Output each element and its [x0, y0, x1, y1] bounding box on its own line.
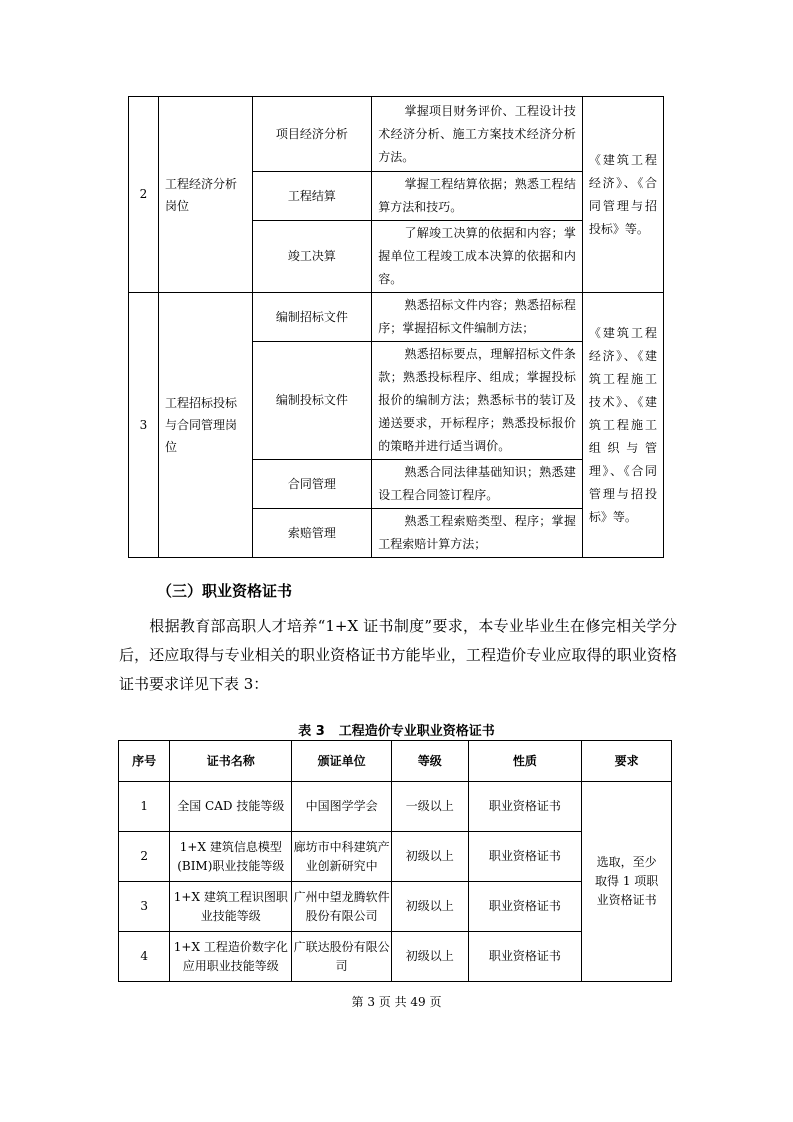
certificate-table [118, 740, 672, 982]
cert-org: 廊坊市中科建筑产业创新研究中 [292, 832, 392, 882]
cert-nature: 职业资格证书 [468, 782, 582, 832]
cert-level: 初级以上 [391, 832, 468, 882]
cert-level: 一级以上 [391, 782, 468, 832]
cert-level: 初级以上 [391, 932, 468, 982]
header-level: 等级 [391, 741, 468, 782]
post-requirements-table [128, 96, 664, 558]
course-name: 工程结算 [252, 172, 372, 221]
course-name: 索赔管理 [252, 509, 372, 558]
header-nature: 性质 [468, 741, 582, 782]
course-requirement: 掌握工程结算依据；熟悉工程结算方法和技巧。 [372, 172, 583, 221]
reference-books: 《建筑工程经济》、《建筑工程施工技术》、《建筑工程施工组织与管理》、《合同管理与招投标》等。 [582, 293, 663, 558]
table-row [129, 293, 664, 342]
section-paragraph: 根据教育部高职人才培养“1+X 证书制度”要求，本专业毕业生在修完相关学分后，还应取得与专业相关的职业资格证书方能毕业，工程造价专业应取得的职业资格证书要求详见下表 3： [119, 617, 677, 693]
course-requirement: 熟悉招标文件内容；熟悉招标程序；掌握招标文件编制方法； [372, 293, 583, 342]
reference-books: 《建筑工程经济》、《合同管理与招投标》等。 [582, 97, 663, 293]
course-name: 编制投标文件 [252, 342, 372, 460]
cert-num: 1 [119, 782, 170, 832]
table-header-row [119, 741, 672, 782]
row-number: 3 [129, 293, 159, 558]
course-requirement: 熟悉工程索赔类型、程序；掌握工程索赔计算方法； [372, 509, 583, 558]
cert-org: 中国图学学会 [292, 782, 392, 832]
table-caption [0, 720, 793, 739]
cert-nature: 职业资格证书 [468, 832, 582, 882]
row-number: 2 [129, 97, 159, 293]
table-caption-title: 工程造价专业职业资格证书 [338, 724, 495, 739]
cert-org: 广联达股份有限公司 [292, 932, 392, 982]
cert-requirement: 选取，至少取得 1 项职业资格证书 [582, 782, 672, 982]
section-title: （三）职业资格证书 [157, 582, 293, 600]
header-name: 证书名称 [170, 741, 292, 782]
table-row [129, 97, 664, 172]
header-requirement: 要求 [582, 741, 672, 782]
table-caption-number: 表 3 [298, 724, 325, 739]
course-name: 编制招标文件 [252, 293, 372, 342]
course-requirement: 掌握项目财务评价、工程设计技术经济分析、施工方案技术经济分析方法。 [372, 97, 583, 172]
cert-name: 1+X 建筑工程识图职业技能等级 [170, 882, 292, 932]
post-name: 工程经济分析岗位 [158, 97, 252, 293]
course-name: 合同管理 [252, 460, 372, 509]
cert-name: 1+X 建筑信息模型(BIM)职业技能等级 [170, 832, 292, 882]
header-org: 颁证单位 [292, 741, 392, 782]
course-requirement: 熟悉招标要点，理解招标文件条款；熟悉投标程序、组成；掌握投标报价的编制方法；熟悉标书的装订及递送要求，开标程序；熟悉投标报价的策略并进行适当调价。 [372, 342, 583, 460]
page-footer: 第 3 页 共 49 页 [351, 995, 442, 1009]
cert-level: 初级以上 [391, 882, 468, 932]
cert-num: 2 [119, 832, 170, 882]
course-requirement: 熟悉合同法律基础知识；熟悉建设工程合同签订程序。 [372, 460, 583, 509]
post-name: 工程招标投标与合同管理岗位 [158, 293, 252, 558]
table-row [119, 782, 672, 832]
course-name: 竣工决算 [252, 221, 372, 293]
cert-nature: 职业资格证书 [468, 882, 582, 932]
course-name: 项目经济分析 [252, 97, 372, 172]
cert-name: 全国 CAD 技能等级 [170, 782, 292, 832]
course-requirement: 了解竣工决算的依据和内容；掌握单位工程竣工成本决算的依据和内容。 [372, 221, 583, 293]
cert-num: 4 [119, 932, 170, 982]
cert-org: 广州中望龙腾软件股份有限公司 [292, 882, 392, 932]
cert-nature: 职业资格证书 [468, 932, 582, 982]
cert-num: 3 [119, 882, 170, 932]
cert-name: 1+X 工程造价数字化应用职业技能等级 [170, 932, 292, 982]
header-num: 序号 [119, 741, 170, 782]
